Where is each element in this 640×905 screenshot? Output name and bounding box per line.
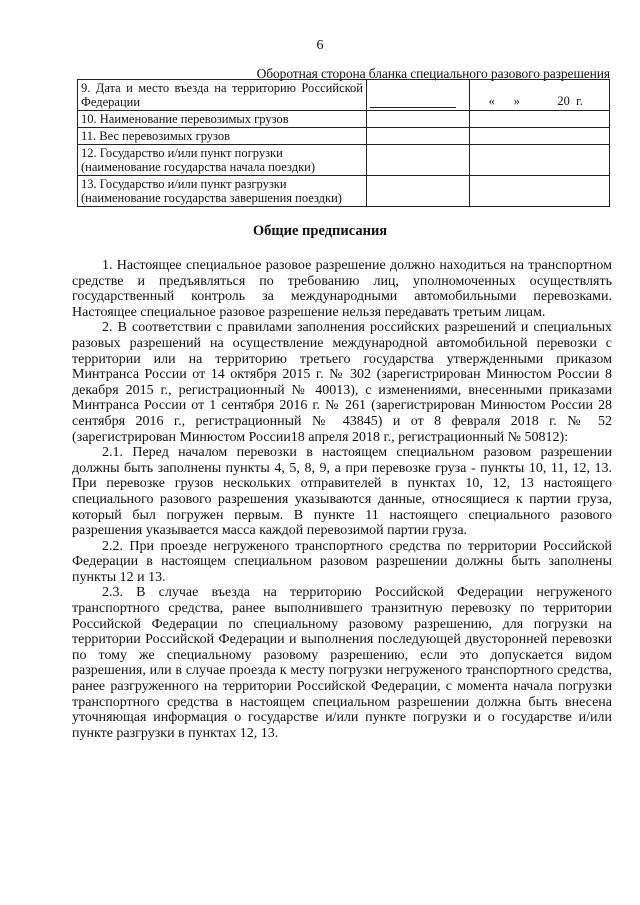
- table-row: [78, 176, 610, 207]
- cargo-weight-field: [367, 128, 470, 145]
- paragraph-2-2: 2.2. При проезде негруженого транспортного средства по территории Российской Федерации в настоящем специальном разовом разрешении должны быть заполнены пункты 12 и 13.: [72, 538, 612, 585]
- table-row: [78, 111, 610, 128]
- page-number: 6: [316, 38, 324, 53]
- paragraph-2-3: 2.3. В случае въезда на территорию Российской Федерации негруженого транспортного средства, ранее выполнившего транзитную перевозку по территории Российской Федерации по специальному разовому разрешению, для погрузки на территории Российской Федерации и выполнения последующей двусторонней перевозки по тому же специальному разовому разрешению, если это допускается видом разрешения, или в случае проезда к месту погрузки негруженого транспортного средства, ранее разгруженного на территории Российской Федерации, с момента начала погрузки транспортного средства в настоящем специальном разрешении должна быть внесена уточняющая информация о государстве и/или пункте погрузки и о государстве и/или пункте разгрузки в пунктах 12, 13.: [72, 585, 612, 741]
- form-table: [77, 79, 610, 207]
- cargo-name-field: [367, 111, 470, 128]
- table-row: [78, 128, 610, 145]
- cargo-weight-label: 11. Вес перевозимых грузов: [78, 128, 367, 145]
- unloading-point-label: 13. Государство и/или пункт разгрузки (наименование государства завершения поездки): [78, 176, 367, 207]
- section-title: Общие предписания: [252, 223, 388, 239]
- entry-date-label: 9. Дата и место въезда на территорию Российской Федерации: [78, 80, 367, 111]
- entry-place-field: [367, 80, 470, 111]
- document-body: [72, 258, 612, 741]
- cargo-name-field-2: [470, 111, 610, 128]
- cargo-name-label: 10. Наименование перевозимых грузов: [78, 111, 367, 128]
- table-row: [78, 80, 610, 111]
- paragraph-2: 2. В соответствии с правилами заполнения российских разрешений и специальных разовых разрешений на осуществление международной автомобильной перевозки с территории или на территорию третьего государства утвержденными приказом Минтранса России от 14 октября 2015 г. № 302 (зарегистрирован Минюстом России 8 декабря 2015 г., регистрационный № 40013), с изменениями, внесенными приказами Минтранса России от 1 сентября 2016 г. № 261 (зарегистрирован Минюстом России 28 сентября 2016 г., регистрационный № 43845) и от 8 февраля 2018 г. № 52 (зарегистрирован Минюстом России18 апреля 2018 г., регистрационный № 50812):: [72, 320, 612, 445]
- loading-point-label: 12. Государство и/или пункт погрузки (наименование государства начала поездки): [78, 145, 367, 176]
- loading-point-field: [367, 145, 470, 176]
- unloading-point-field-2: [470, 176, 610, 207]
- table-row: [78, 145, 610, 176]
- form-caption: Оборотная сторона бланка специального разового разрешения: [256, 66, 610, 81]
- unloading-point-field: [367, 176, 470, 207]
- loading-point-field-2: [470, 145, 610, 176]
- cargo-weight-field-2: [470, 128, 610, 145]
- paragraph-1: 1. Настоящее специальное разовое разрешение должно находиться на транспортном средстве и предъявляться по требованию лиц, уполномоченных осуществлять государственный контроль за международными автомобильными перевозками. Настоящее специальное разовое разрешение нельзя передавать третьим лицам.: [72, 258, 612, 320]
- paragraph-2-1: 2.1. Перед началом перевозки в настоящем специальном разовом разрешении должны быть заполнены пункты 4, 5, 8, 9, а при перевозке груза - пункты 10, 11, 12, 13. При перевозке грузов нескольких отправителей в пунктах 10, 12, 13 настоящего специального разового разрешения указываются данные, относящиеся к партии груза, который был погружен первым. В пункте 11 настоящего специального разового разрешения указывается масса каждой перевозимой партии груза.: [72, 445, 612, 539]
- entry-date-field: « » 20 г.: [470, 80, 610, 111]
